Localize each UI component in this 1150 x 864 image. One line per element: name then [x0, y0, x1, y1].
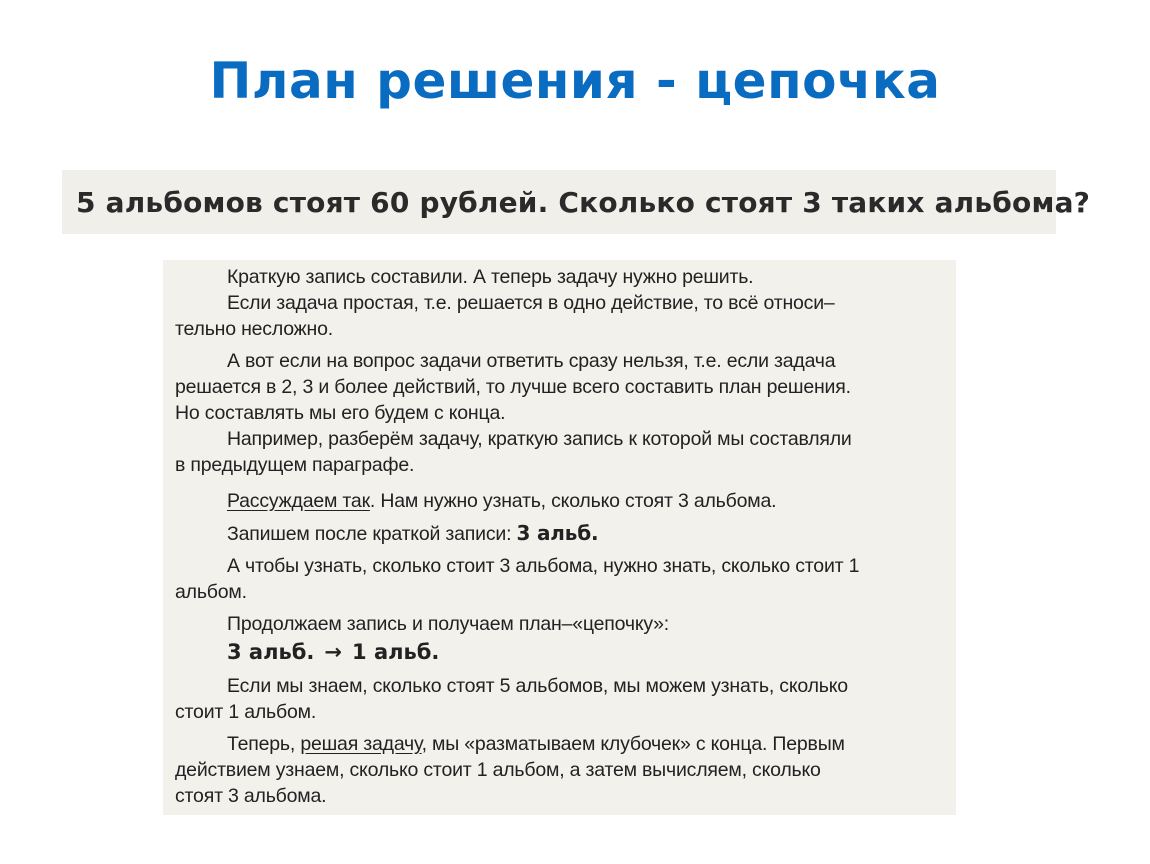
text-line: Краткую запись составили. А теперь задачу нужно решить.	[227, 266, 754, 288]
text-line: Например, разберём задачу, краткую запись к которой мы составляли	[227, 428, 852, 450]
text-line: А чтобы узнать, сколько стоит 3 альбома, нужно знать, сколько стоит 1	[227, 555, 860, 577]
text-line: Продолжаем запись и получаем план–«цепочку»:	[227, 613, 670, 635]
bold-phrase: 3 альб.	[516, 521, 599, 545]
underlined-phrase: решая задачу	[300, 733, 422, 755]
text-line-record	[175, 520, 946, 547]
text-line: действием узнаем, сколько стоит 1 альбом, а затем вычисляем, сколько	[175, 759, 821, 781]
text-line: альбом.	[175, 581, 247, 603]
text-span: . Нам нужно узнать, сколько стоят 3 альбома.	[369, 490, 777, 512]
arrow-icon: →	[324, 640, 343, 664]
problem-statement: 5 альбомов стоят 60 рублей. Сколько стоят 3 таких альбома?	[76, 185, 1091, 219]
text-line: в предыдущем параграфе.	[175, 454, 415, 476]
text-line: стоит 1 альбом.	[175, 701, 317, 723]
text-line: Но составлять мы его будем с конца.	[175, 402, 506, 424]
plan-chain	[175, 637, 946, 667]
text-line-solving	[175, 731, 946, 757]
text-line: А вот если на вопрос задачи ответить сразу нельзя, т.е. если задача	[227, 350, 836, 372]
text-line: Если мы знаем, сколько стоят 5 альбомов, мы можем узнать, сколько	[227, 675, 848, 697]
text-line: тельно несложно.	[175, 318, 333, 340]
scanned-text-block	[163, 260, 956, 815]
text-line: решается в 2, 3 и более действий, то лучше всего составить план решения.	[175, 376, 851, 398]
problem-banner	[62, 170, 1091, 234]
chain-right: 1 альб.	[352, 640, 440, 664]
chain-left: 3 альб.	[227, 640, 315, 664]
slide-title: План решения - цепочка	[209, 52, 941, 110]
underlined-phrase: Рассуждаем так	[227, 490, 370, 512]
text-span: Запишем после краткой записи:	[227, 523, 517, 545]
text-line: Если задача простая, т.е. решается в одно действие, то всё относи–	[227, 292, 835, 314]
text-line: стоят 3 альбома.	[175, 785, 327, 807]
text-span: Теперь,	[227, 733, 301, 755]
text-line-reasoning	[175, 488, 946, 514]
text-span: , мы «разматываем клубочек» с конца. Первым	[421, 733, 845, 755]
